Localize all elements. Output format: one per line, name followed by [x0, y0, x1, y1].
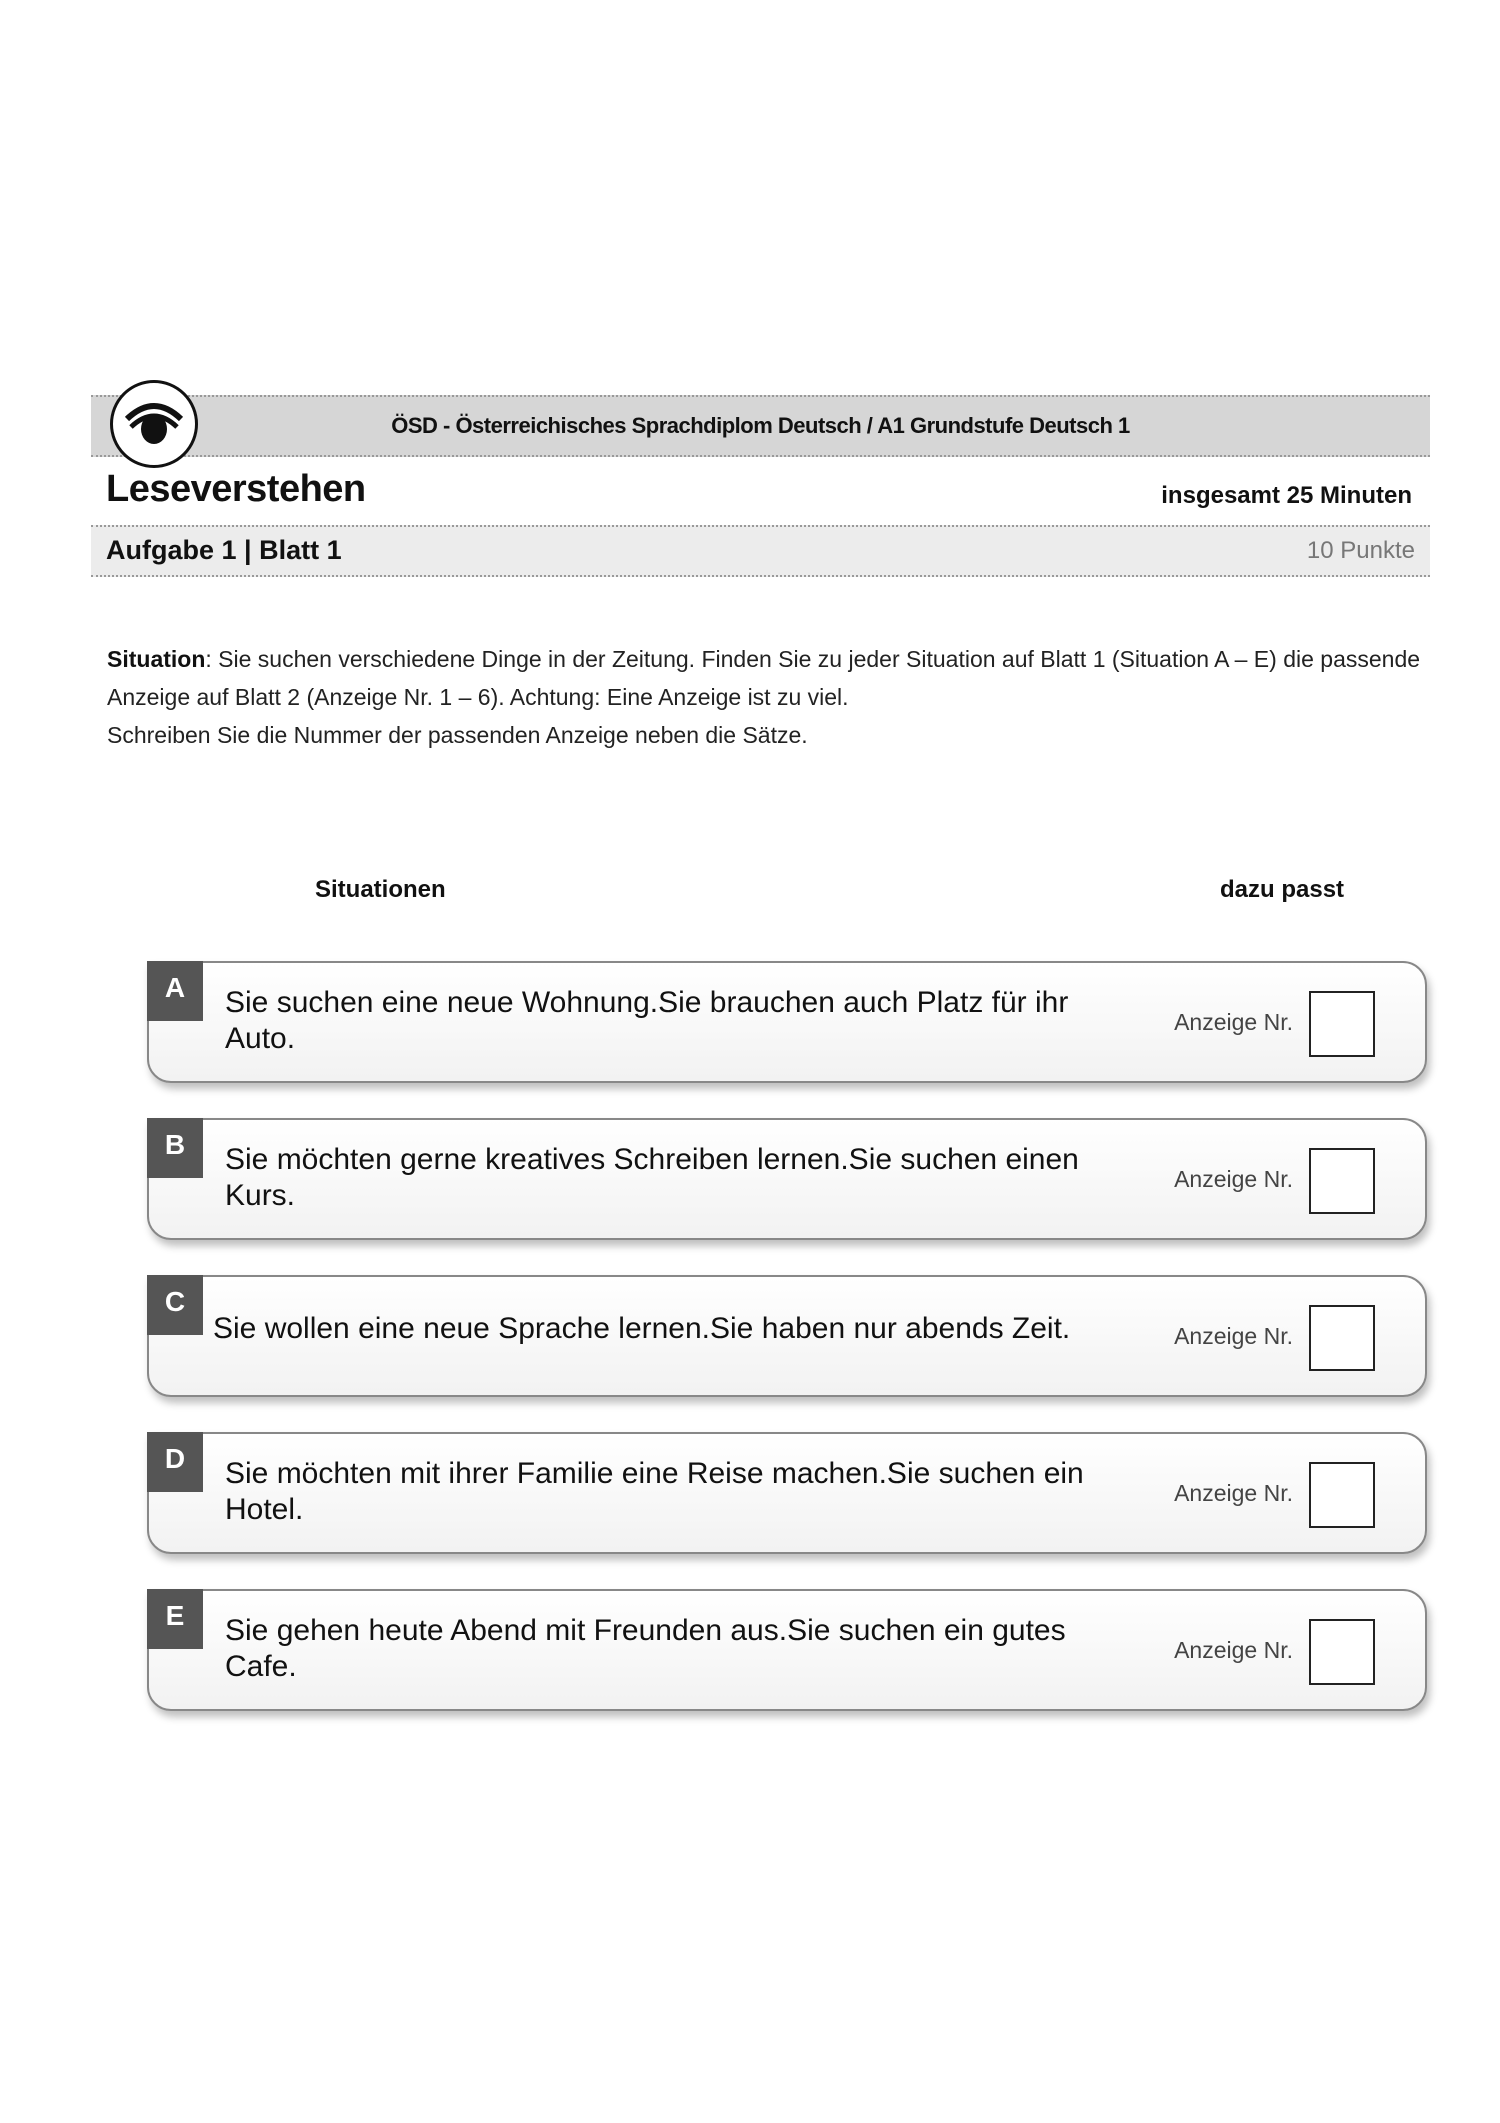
situation-letter: B	[147, 1118, 203, 1178]
answer-label: Anzeige Nr.	[1174, 1637, 1293, 1663]
situation-text: Sie suchen eine neue Wohnung.Sie brauchen auch Platz für ihr Auto.	[225, 986, 1069, 1055]
answer-box[interactable]	[1309, 1619, 1375, 1685]
situation-letter: D	[147, 1432, 203, 1492]
time-limit: insgesamt 25 Minuten	[1161, 482, 1412, 509]
instructions-line2: Schreiben Sie die Nummer der passenden Anzeige neben die Sätze.	[107, 722, 808, 748]
answer-label: Anzeige Nr.	[1174, 1480, 1293, 1506]
exam-title: ÖSD - Österreichisches Sprachdiplom Deutsch / A1 Grundstufe Deutsch 1	[391, 413, 1130, 438]
situation-letter: A	[147, 961, 203, 1021]
instructions-text: : Sie suchen verschiedene Dinge in der Zeitung. Finden Sie zu jeder Situation auf Blatt 1 (Situation A – E) die passende Anzeige auf Blatt 2 (Anzeige Nr. 1 – 6). Achtung: Eine Anzeige ist zu viel.	[107, 646, 1421, 710]
situation-letter: E	[147, 1589, 203, 1649]
situation-text: Sie wollen eine neue Sprache lernen.Sie haben nur abends Zeit.	[213, 1312, 1071, 1345]
exam-header-band	[91, 395, 1430, 457]
answer-box[interactable]	[1309, 1462, 1375, 1528]
situation-text: Sie möchten mit ihrer Familie eine Reise machen.Sie suchen ein Hotel.	[225, 1457, 1084, 1526]
instructions-label: Situation	[107, 646, 206, 672]
situation-row	[147, 1118, 1427, 1240]
answer-box[interactable]	[1309, 1148, 1375, 1214]
section-title: Leseverstehen	[106, 468, 366, 510]
situation-row	[147, 1275, 1427, 1397]
answer-label: Anzeige Nr.	[1174, 1166, 1293, 1192]
column-header-match: dazu passt	[1220, 876, 1345, 903]
answer-label: Anzeige Nr.	[1174, 1009, 1293, 1035]
column-header-situations: Situationen	[315, 876, 446, 903]
situation-row	[147, 1432, 1427, 1554]
situation-text: Sie gehen heute Abend mit Freunden aus.Sie suchen ein gutes Cafe.	[225, 1614, 1066, 1683]
task-band	[91, 525, 1430, 577]
situation-row	[147, 961, 1427, 1083]
situation-text: Sie möchten gerne kreatives Schreiben lernen.Sie suchen einen Kurs.	[225, 1143, 1079, 1212]
instructions	[107, 640, 1437, 754]
answer-label: Anzeige Nr.	[1174, 1323, 1293, 1349]
eye-icon	[110, 380, 198, 468]
situation-row	[147, 1589, 1427, 1711]
answer-box[interactable]	[1309, 1305, 1375, 1371]
situation-letter: C	[147, 1275, 203, 1335]
task-label: Aufgabe 1 | Blatt 1	[106, 535, 342, 565]
points-label: 10 Punkte	[1306, 537, 1415, 564]
answer-box[interactable]	[1309, 991, 1375, 1057]
